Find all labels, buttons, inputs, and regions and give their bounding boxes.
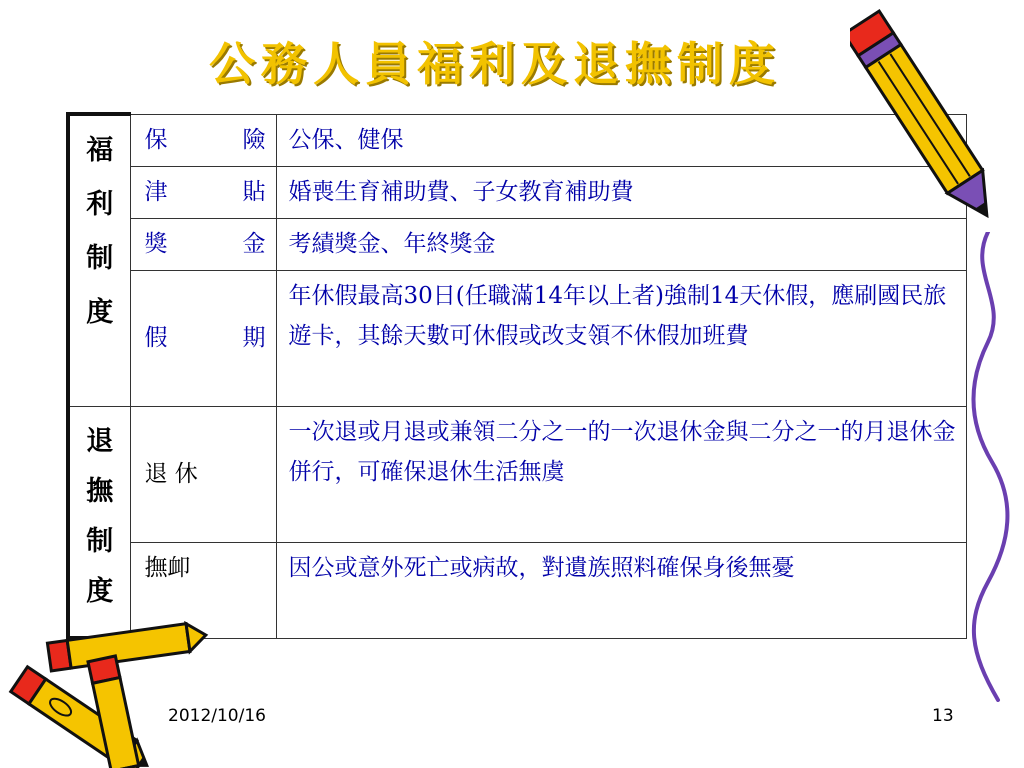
description-bonus: 考績獎金、年終獎金 (276, 218, 966, 270)
description-allowance: 婚喪生育補助費、子女教育補助費 (276, 166, 966, 218)
description-survivor-benefits: 因公或意外死亡或病故，對遺族照料確保身後無憂 (276, 542, 966, 638)
welfare-label-char: 制 (86, 243, 114, 274)
benefits-table (66, 112, 967, 640)
pension-label-char: 制 (86, 525, 114, 557)
item-char: 金 (242, 230, 266, 257)
item-bonus (130, 218, 276, 270)
footer-date: 2012/10/16 (168, 706, 266, 726)
welfare-label-char: 福 (86, 135, 114, 166)
welfare-label-char: 利 (86, 189, 114, 220)
crossed-pencils-icon (0, 618, 210, 768)
description-insurance: 公保、健保 (276, 114, 966, 166)
item-allowance (130, 166, 276, 218)
item-char: 假 (144, 324, 168, 351)
welfare-label-char: 度 (86, 297, 114, 328)
item-char: 保 (144, 126, 168, 153)
welfare-system-label (68, 114, 130, 406)
pencil-icon (850, 2, 1000, 242)
item-char: 險 (242, 126, 266, 153)
item-char: 津 (144, 178, 168, 205)
pension-system-label (68, 406, 130, 638)
description-leave: 年休假最高30日(任職滿14年以上者)強制14天休假，應刷國民旅遊卡，其餘天數可休假或改支領不休假加班費 (276, 270, 966, 406)
description-retirement: 一次退或月退或兼領二分之一的一次退休金與二分之一的月退休金併行，可確保退休生活無虞 (276, 406, 966, 542)
table-row (68, 406, 966, 542)
squiggle-line-icon (958, 232, 1018, 702)
table-row (68, 270, 966, 406)
table-row (68, 114, 966, 166)
pension-label-char: 撫 (86, 475, 114, 507)
pension-label-char: 度 (86, 575, 114, 607)
table-row (68, 218, 966, 270)
item-leave (130, 270, 276, 406)
item-char: 期 (242, 324, 266, 351)
page-number: 13 (932, 706, 954, 726)
table-row (68, 166, 966, 218)
item-retirement: 退 休 (130, 406, 276, 542)
pension-label-char: 退 (86, 425, 114, 457)
item-char: 獎 (144, 230, 168, 257)
item-insurance (130, 114, 276, 166)
slide-title: 公務人員福利及退撫制度 (209, 37, 781, 91)
item-char: 貼 (242, 178, 266, 205)
item-survivor-benefits: 撫卹 (130, 542, 276, 638)
